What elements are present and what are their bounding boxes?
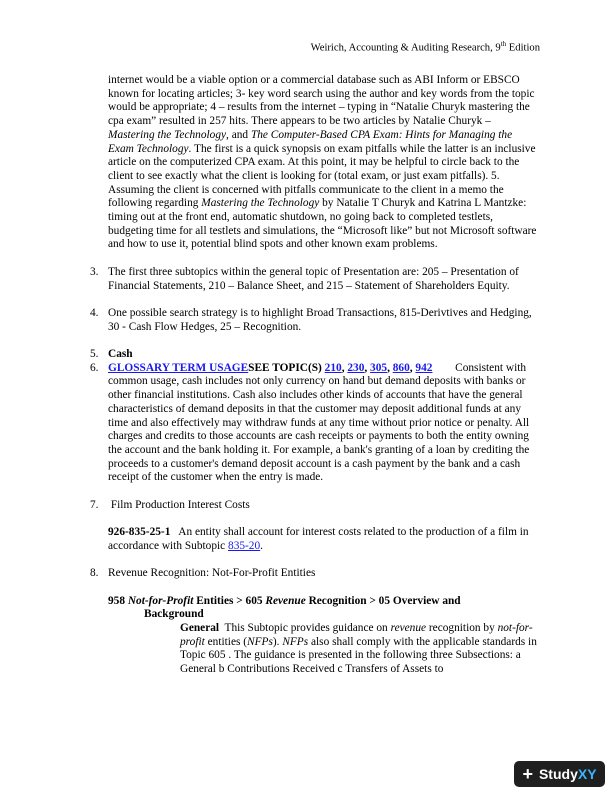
intro-text-2: , and — [226, 128, 251, 141]
list-item-5 — [90, 348, 540, 362]
item-text: The first three subtopics within the general topic of Presentation are: 205 – Presentation of Financial Statements, 210 – Balance Sheet, and 215 – Statement of Shareholders Equity. — [108, 265, 519, 292]
list-item-3 — [90, 265, 540, 293]
intro-italic-3: Mastering the Technology — [201, 197, 320, 210]
list-item-8 — [90, 567, 540, 677]
badge-study: Study — [538, 766, 578, 782]
topic-link-230[interactable]: 230 — [347, 361, 365, 374]
glossary-term-link[interactable]: GLOSSARY TERM USAGE — [108, 361, 249, 374]
intro-text-3: . The first is a quick synopsis on exam pitfalls while the latter is an inclusive article on the computerized CPA exam. At this point, it may be helpful to circle back to the client to see exactly what the client is looking for (total exam, or just exam pitfalls). 5. Assuming the client is concerned with pitfalls communicate to the client in a memo the following regarding — [108, 142, 536, 210]
list-item-4 — [90, 306, 540, 334]
list-item-6 — [90, 361, 540, 485]
header-text: Weirich, Accounting & Auditing Research, 9 — [310, 42, 501, 54]
item-text: One possible search strategy is to highlight Broad Transactions, 815-Derivtives and Hedging, 30 - Cash Flow Hedges, 25 – Recognition. — [108, 306, 532, 333]
cash-definition: with common usage, cash includes not only currency on hand but demand deposits with banks or other financial institutions. Cash also includes other kinds of accounts that have the general characteristics of demand deposits in that the customer may deposit additional funds at any time and also effectively may withdraw funds at any time without prior notice or penalty. All charges and credits to those accounts are cash receipts or payments to both the entity owning the account and the bank holding it. For example, a bank's granting of a loan by crediting the proceeds to a customer's demand deposit account is a cash payment by the bank and a cash receipt of the customer when the entry is made. — [108, 361, 530, 484]
intro-text-4: by Natalie T Churyk and Katrina L Mantzke: timing out at the front end, automatic shutdown, no going back to completed testlets, budgeting time for all testlets and simulations, the “Microsoft like” but not Microsoft software and how to use it, potential blind spots and other known exam problems. — [108, 197, 537, 251]
codification-ref: 926-835-25-1 — [108, 526, 171, 539]
item-number: 4. — [90, 306, 99, 319]
page-header — [311, 40, 540, 54]
see-topics-label: SEE TOPIC(S) — [248, 361, 325, 374]
item-number: 5. — [90, 348, 99, 361]
topic-link-305[interactable]: 305 — [370, 361, 388, 374]
intro-paragraph — [108, 74, 540, 252]
item-number: 3. — [90, 265, 99, 278]
topic-link-942[interactable]: 942 — [415, 361, 433, 374]
intro-italic-1: Mastering the Technology — [108, 128, 227, 141]
intro-text-1: internet would be a viable option or a commercial database such as ABI Inform or EBSCO known for locating articles; 3- key word search using the author and key words from the topic would be appropriate; 4 – results from the internet – typing in “Natalie Churyk mastering the cpa exam” resulted in 257 hits. There appears to be two articles by Natalie Churyk – — [108, 74, 535, 128]
general-paragraph: General This Subtopic provides guidance on revenue recognition by not-for-profit entities (NFPs). NFPs also shall comply with the applicable standards in Topic 605 . The guidance is presented in the following three Subsections: a General b Contributions Received c Transfers of Assets to — [180, 622, 537, 676]
item-number: 7. — [90, 498, 99, 511]
item-7-body: 926-835-25-1 An entity shall account for interest costs related to the production of a film in accordance with Subtopic 835-20. — [108, 526, 532, 552]
codification-heading-cont: Background — [144, 608, 204, 621]
item-number: 8. — [90, 567, 99, 580]
list-item-7 — [90, 498, 540, 554]
intro-italic-2: The Computer-Based CPA Exam: Hints for Managing the Exam Technology — [108, 128, 513, 155]
studyxy-badge[interactable] — [514, 761, 605, 787]
item-number: 6. — [90, 361, 99, 374]
consistent-text: Consistent — [432, 361, 504, 374]
item-title: Film Production Interest Costs — [108, 498, 250, 511]
subtopic-link-835-20[interactable]: 835-20 — [228, 539, 261, 552]
topic-link-210[interactable]: 210 — [324, 361, 342, 374]
badge-xy: XY — [577, 766, 597, 782]
header-tail: Edition — [506, 42, 540, 54]
item-heading-cash: Cash — [108, 348, 133, 361]
codification-heading: 958 Not-for-Profit Entities > 605 Revenue Recognition > 05 Overview and — [108, 594, 461, 607]
item-6-text: GLOSSARY TERM USAGESEE TOPIC(S) 210, 230, 305, 860, 942 Consistent with common usage, cash includes not only currency on hand but demand deposits with banks or other financial institutions. Cash also includes other kinds of accounts that have the general characteristics of demand deposits in that the customer may deposit additional funds at any time and also effectively may withdraw funds at any time without prior notice or penalty. All charges and credits to those accounts are cash receipts or payments to both the entity owning the account and the bank holding it. For example, a bank's granting of a loan by crediting the proceeds to a customer's demand deposit account is a cash payment by the bank and a cash receipt of the customer when the entry is made. — [108, 361, 530, 484]
document-body — [90, 74, 540, 677]
header-sup: th — [500, 40, 507, 48]
topic-link-860[interactable]: 860 — [392, 361, 410, 374]
plus-icon: + — [522, 763, 533, 784]
item-title: Revenue Recognition: Not-For-Profit Entities — [108, 567, 316, 580]
